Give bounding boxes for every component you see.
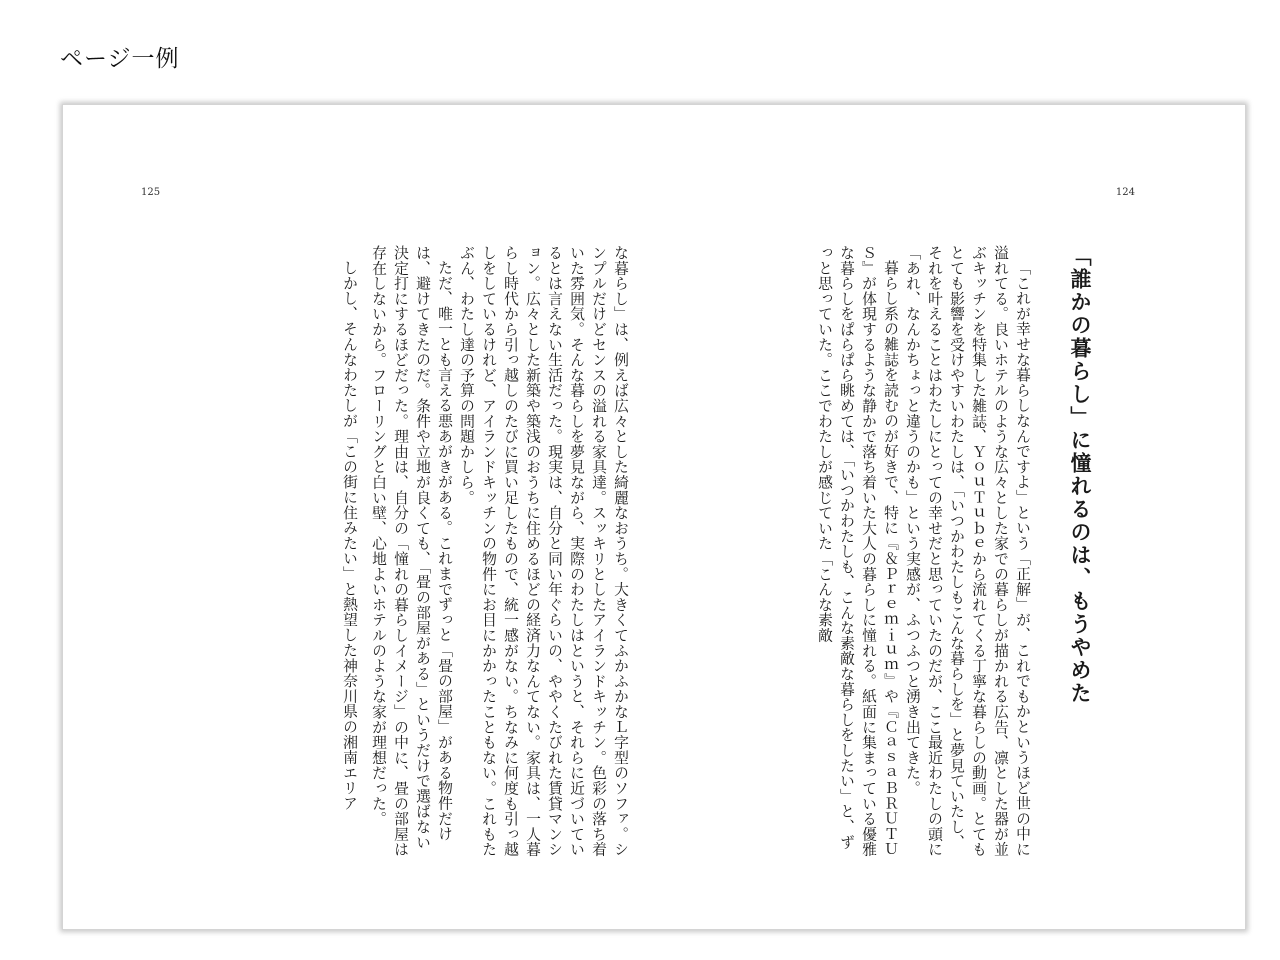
paragraph: な暮らし」は、例えば広々とした綺麗なおうち。大きくてふかふかなＬ字型のソファ。シンプルだけどセンスの溢れる家具達。スッキリとしたアイランドキッチン。色彩の落ち着いた雰囲気。そんな暮らしを夢見ながら、実際のわたしはというと、それらに近づいているとは言えない生活だった。現実は、自分と同い年ぐらいの、ややくたびれた賃貸マンション。広々とした新築や築浅のおうちに住めるほどの経済力なんてない。家具は、一人暮らし時代から引っ越しのたびに買い足したもので、統一感がない。ちなみに何度も引っ越しをしているけれど、アイランドキッチンの物件にお目にかかったこともない。これもたぶん、わたし達の予算の問題かしら。 bbox=[458, 245, 629, 857]
right-page-body bbox=[733, 245, 1033, 861]
book-spread bbox=[62, 104, 1246, 930]
paragraph: しかし、そんなわたしが「この街に住みたい」と熱望した神奈川県の湘南エリア bbox=[341, 259, 358, 811]
paragraph: 暮らし系の雑誌を読むのが好きで、特に『＆Ｐｒｅｍｉｕｍ』や『ＣａｓａＢＲＵＴＵＳ』が体現するような静かで落ち着いた大人の暮らしに憧れる。紙面に集まっている優雅な暮らしをぱらぱら眺めては、「いつかわたしも、こんな素敵な暮らしをしたい」と、ずっと思っていた。ここでわたしが感じていた「こんな素敵 bbox=[816, 245, 899, 857]
paragraph: 「これが幸せな暮らしなんですよ」という「正解」が、これでもかというほど世の中に溢れてる。良いホテルのような広々とした家での暮らしが描かれる広告、凛とした器が並ぶキッチンを特集した雑誌、ＹｏｕＴｕｂｅから流れてくる丁寧な暮らしの動画。とてもとても影響を受けやすいわたしは、「いつかわたしもこんな暮らしを」と夢見ていたし、それを叶えることはわたしにとっての幸せだと思っていたのだが、ここ最近わたしの頭に「あれ、なんかちょっと違うのかも」という実感が、ふつふつと湧き出てきた。 bbox=[904, 245, 1031, 857]
page-number-right: 124 bbox=[1115, 187, 1135, 198]
paragraph: ただ、唯一とも言える悪あがきがある。これまでずっと「畳の部屋」がある物件だけは、避けてきたのだ。条件や立地が良くても、「畳の部屋がある」というだけで選ばない決定打にするほどだった。理由は、自分の「憧れの暮らしイメージ」の中に、畳の部屋は存在しないから。フローリングと白い壁、心地よいホテルのような家が理想だった。 bbox=[370, 245, 453, 857]
page-heading: ページ一例 bbox=[60, 46, 180, 72]
chapter-title: 「誰かの暮らし」に憧れるのは、もうやめた bbox=[1068, 245, 1093, 705]
page-number-left: 125 bbox=[141, 187, 161, 198]
left-page-body bbox=[131, 245, 631, 861]
